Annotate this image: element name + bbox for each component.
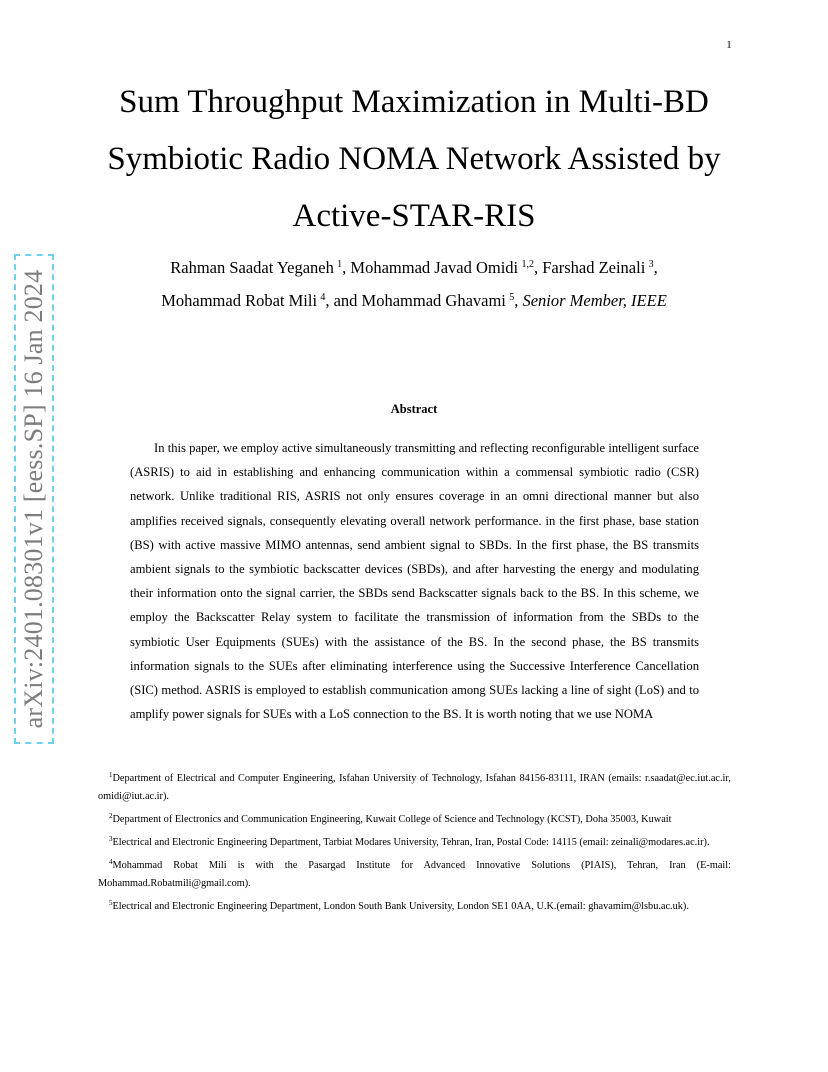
footnote-text: Electrical and Electronic Engineering Department, Tarbiat Modares University, Tehran, Iran, Postal Code: 14115 (email: zeinali@modares.ac.ir). xyxy=(112,837,710,848)
abstract-body: In this paper, we employ active simultaneously transmitting and reflecting reconfigurable intelligent surface (ASRIS) to aid in establishing and enhancing communication within a commensal symbiotic radio (CSR) network. Unlike traditional RIS, ASRIS not only ensures coverage in an omni directional manner but also amplifies received signals, consequently elevating overall network performance. in the first phase, base station (BS) with active massive MIMO antennas, send ambient signal to SBDs. In the first phase, the BS transmits ambient signals to the symbiotic backscatter devices (SBDs), and after harvesting the energy and modulating their information onto the signal carrier, the SBDs send Backscatter signals back to the BS. In this scheme, we employ the Backscatter Relay system to facilitate the transmission of information from the SBDs to the symbiotic User Equipments (SUEs) with the assistance of the BS. In the second phase, the BS transmits information signals to the SUEs after eliminating interference using the Successive Interference Cancellation (SIC) method. ASRIS is employed to establish communication among SUEs lacking a line of sight (LoS) and to amplify power signals for SUEs with a LoS connection to the BS. It is worth noting that we use NOMA xyxy=(130,441,699,722)
footnote-text: Electrical and Electronic Engineering Department, London South Bank University, London SE1 0AA, U.K.(email: ghavamim@lsbu.ac.uk). xyxy=(112,901,689,912)
arxiv-identifier-stamp: arXiv:2401.08301v1 [eess.SP] 16 Jan 2024 xyxy=(14,254,54,744)
author-separator: , xyxy=(342,258,351,277)
title-line-3: Active-STAR-RIS xyxy=(292,198,536,234)
title-line-1: Sum Throughput Maximization in Multi-BD xyxy=(119,84,709,120)
paper-title xyxy=(60,74,768,245)
affiliation-mark: 1 xyxy=(337,259,343,270)
author-separator: , xyxy=(533,258,543,277)
author-name: Mohammad Robat Mili xyxy=(161,291,318,310)
author-separator: , xyxy=(514,291,523,310)
member-status: Senior Member, IEEE xyxy=(522,291,667,310)
footnote-mark: 2 xyxy=(109,812,113,820)
affiliation-mark: 3 xyxy=(648,259,654,270)
author-line-1 xyxy=(60,251,768,284)
footnote-text: Department of Electronics and Communication Engineering, Kuwait College of Science and Technology (KCST), Doha 35003, Kuwait xyxy=(112,814,672,825)
footnote-mark: 5 xyxy=(109,899,113,907)
page-number: 1 xyxy=(726,39,732,51)
footnote-mark: 1 xyxy=(109,771,113,779)
affiliation-mark: 1,2 xyxy=(521,259,534,270)
author-separator: , xyxy=(653,258,658,277)
footnote-3 xyxy=(98,834,731,852)
author-name: Mohammad Javad Omidi xyxy=(350,258,519,277)
footnote-mark: 3 xyxy=(109,835,113,843)
footnote-text: Mohammad Robat Mili is with the Pasargad Institute for Advanced Innovative Solutions (PIAIS), Tehran, Iran (E-mail: Mohammad.Robatmili@gmail.com). xyxy=(98,860,731,889)
affiliation-footnotes xyxy=(98,770,731,921)
footnote-5 xyxy=(98,898,731,916)
author-line-2 xyxy=(60,284,768,317)
footnote-2 xyxy=(98,811,731,829)
author-name: Mohammad Ghavami xyxy=(361,291,506,310)
footnote-text: Department of Electrical and Computer Engineering, Isfahan University of Technology, Isfahan 84156-83111, IRAN (emails: r.saadat@ec.iut.ac.ir, omidi@iut.ac.ir). xyxy=(98,773,731,802)
affiliation-mark: 5 xyxy=(509,292,515,303)
author-list xyxy=(60,251,768,317)
title-line-2: Symbiotic Radio NOMA Network Assisted by xyxy=(107,141,721,177)
author-name: Rahman Saadat Yeganeh xyxy=(170,258,334,277)
footnote-mark: 4 xyxy=(109,858,113,866)
abstract-heading: Abstract xyxy=(390,402,438,416)
author-name: Farshad Zeinali xyxy=(542,258,646,277)
affiliation-mark: 4 xyxy=(320,292,326,303)
footnote-1 xyxy=(98,770,731,806)
footnote-4 xyxy=(98,857,731,893)
author-separator: , and xyxy=(325,291,362,310)
